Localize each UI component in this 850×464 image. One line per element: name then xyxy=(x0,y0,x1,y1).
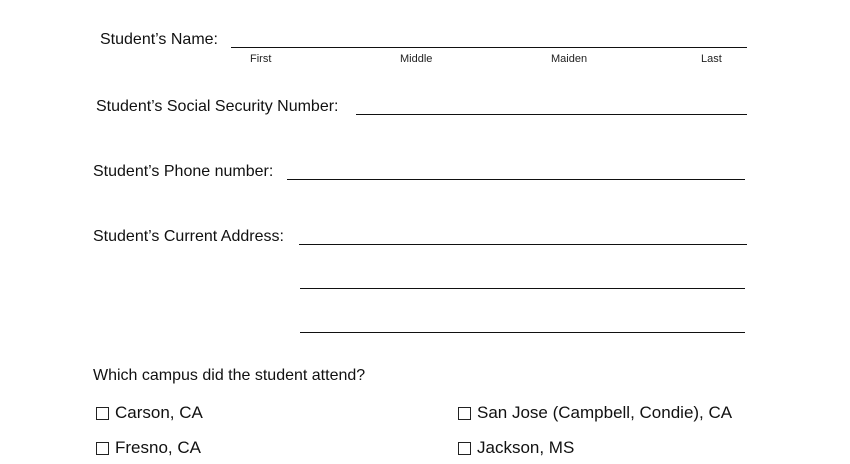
campus-option-fresno[interactable] xyxy=(96,438,201,458)
phone-field[interactable] xyxy=(287,179,745,180)
phone-label: Student’s Phone number: xyxy=(93,163,274,180)
student-name-label: Student’s Name: xyxy=(100,31,218,48)
name-part-last: Last xyxy=(701,53,722,65)
ssn-field[interactable] xyxy=(356,114,747,115)
campus-option-san-jose[interactable] xyxy=(458,403,732,423)
address-field-line-3[interactable] xyxy=(300,332,745,333)
campus-option-label: San Jose (Campbell, Condie), CA xyxy=(477,403,733,422)
campus-option-jackson[interactable] xyxy=(458,438,574,458)
student-name-field[interactable] xyxy=(231,47,747,48)
checkbox-icon[interactable] xyxy=(96,442,109,455)
campus-option-label: Fresno, CA xyxy=(115,438,201,457)
address-label: Student’s Current Address: xyxy=(93,228,284,245)
address-field-line-2[interactable] xyxy=(300,288,745,289)
ssn-label: Student’s Social Security Number: xyxy=(96,98,339,115)
name-part-middle: Middle xyxy=(400,53,433,65)
name-part-maiden: Maiden xyxy=(551,53,588,65)
name-part-first: First xyxy=(250,53,272,65)
campus-option-label: Jackson, MS xyxy=(477,438,575,457)
checkbox-icon[interactable] xyxy=(96,407,109,420)
campus-question: Which campus did the student attend? xyxy=(93,367,366,384)
checkbox-icon[interactable] xyxy=(458,442,471,455)
checkbox-icon[interactable] xyxy=(458,407,471,420)
campus-option-label: Carson, CA xyxy=(115,403,203,422)
address-field-line-1[interactable] xyxy=(299,244,747,245)
campus-option-carson[interactable] xyxy=(96,403,203,423)
